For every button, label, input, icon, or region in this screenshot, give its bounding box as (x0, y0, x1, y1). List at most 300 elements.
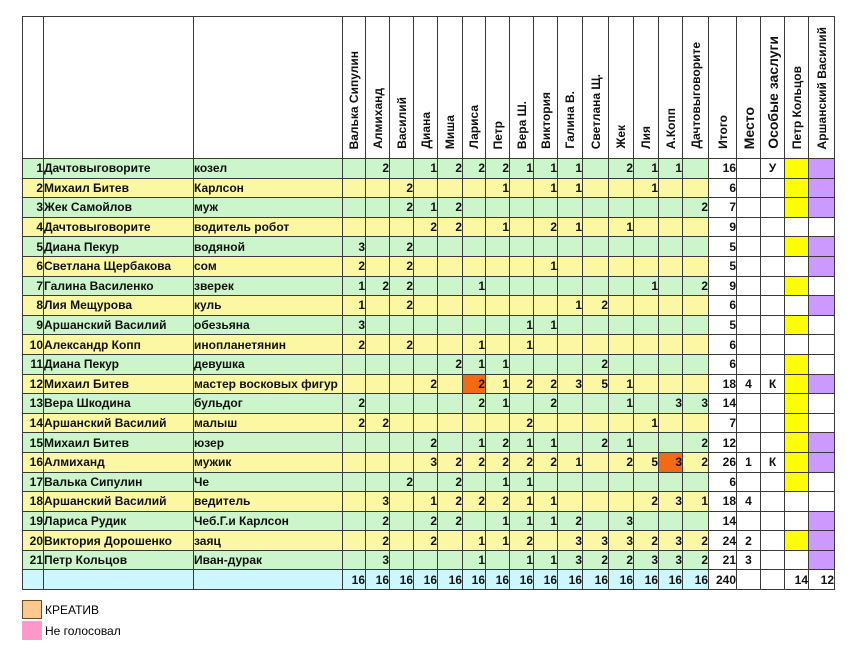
total-cell: 21 (709, 550, 737, 570)
vote-cell (634, 335, 659, 355)
vote-cell (438, 531, 463, 551)
header-voter-12 (634, 17, 659, 159)
vote-cell: 2 (634, 492, 659, 512)
vote-cell: 2 (683, 531, 709, 551)
place-cell: 3 (737, 550, 761, 570)
vote-cell: 2 (583, 550, 609, 570)
table-row (23, 335, 835, 355)
vote-cell (659, 315, 683, 335)
vote-cell: 1 (510, 550, 534, 570)
row-number: 6 (23, 256, 44, 276)
vote-cell (414, 256, 438, 276)
row-number: 19 (23, 511, 44, 531)
author-name: Михаил Битев (44, 178, 194, 198)
vote-cell (366, 198, 390, 218)
voter-total-cell: 16 (366, 570, 390, 590)
vote-cell (510, 276, 534, 296)
vote-cell (414, 550, 438, 570)
vote-cell (634, 374, 659, 394)
vote-cell: 2 (486, 492, 510, 512)
arshansky-mark-cell (809, 354, 835, 374)
vote-cell (534, 413, 558, 433)
header-extra-petr (785, 17, 809, 159)
special-cell (761, 217, 785, 237)
vote-cell (438, 335, 463, 355)
vote-cell: 2 (390, 237, 414, 257)
vote-cell (659, 374, 683, 394)
vote-cell: 1 (634, 413, 659, 433)
place-cell (737, 472, 761, 492)
vote-cell: 1 (534, 511, 558, 531)
work-title: Иван-дурак (194, 550, 343, 570)
vote-cell (683, 413, 709, 433)
petr-mark-cell (785, 433, 809, 453)
vote-cell (634, 198, 659, 218)
vote-cell (438, 276, 463, 296)
table-row (23, 413, 835, 433)
vote-cell (343, 217, 366, 237)
header-voter-0 (343, 17, 366, 159)
vote-cell: 3 (609, 511, 634, 531)
vote-cell (486, 276, 510, 296)
author-name: Петр Кольцов (44, 550, 194, 570)
author-name: Лия Мещурова (44, 296, 194, 316)
row-number: 7 (23, 276, 44, 296)
author-name: Аршанский Василий (44, 413, 194, 433)
vote-cell: 2 (534, 217, 558, 237)
vote-cell: 1 (558, 178, 583, 198)
author-name: Диана Пекур (44, 354, 194, 374)
voter-total-cell: 16 (634, 570, 659, 590)
vote-cell (343, 452, 366, 472)
arshansky-mark-cell (809, 472, 835, 492)
vote-cell (463, 237, 486, 257)
vote-cell (414, 237, 438, 257)
vote-cell: 2 (558, 511, 583, 531)
vote-cell (343, 550, 366, 570)
vote-cell (414, 354, 438, 374)
vote-cell: 2 (366, 159, 390, 179)
vote-cell: 1 (534, 433, 558, 453)
legend-not-voted (22, 621, 121, 640)
petr-mark-cell (785, 159, 809, 179)
voter-total-cell: 16 (486, 570, 510, 590)
vote-cell: 2 (609, 159, 634, 179)
vote-cell (463, 178, 486, 198)
work-title: козел (194, 159, 343, 179)
vote-cell (366, 394, 390, 414)
place-cell (737, 511, 761, 531)
vote-cell: 2 (343, 256, 366, 276)
vote-cell (414, 315, 438, 335)
row-number: 5 (23, 237, 44, 257)
totals-name (44, 570, 194, 590)
vote-cell: 1 (634, 178, 659, 198)
vote-cell (634, 217, 659, 237)
totals-work (194, 570, 343, 590)
vote-cell (609, 198, 634, 218)
vote-cell: 2 (609, 452, 634, 472)
vote-cell (343, 472, 366, 492)
vote-cell: 3 (366, 492, 390, 512)
vote-cell (634, 315, 659, 335)
total-cell: 5 (709, 256, 737, 276)
vote-cell (534, 531, 558, 551)
vote-cell (583, 472, 609, 492)
table-row (23, 256, 835, 276)
header-voter-14-label: Дачтовыговорите (688, 42, 703, 149)
vote-cell (534, 354, 558, 374)
special-cell (761, 492, 785, 512)
vote-cell (558, 256, 583, 276)
vote-cell: 1 (609, 433, 634, 453)
vote-cell (390, 531, 414, 551)
row-number: 9 (23, 315, 44, 335)
vote-cell: 1 (634, 159, 659, 179)
work-title: куль (194, 296, 343, 316)
place-cell (737, 276, 761, 296)
vote-cell: 2 (438, 354, 463, 374)
header-voter-6 (486, 17, 510, 159)
vote-cell (609, 315, 634, 335)
work-title: заяц (194, 531, 343, 551)
vote-cell (634, 511, 659, 531)
work-title: бульдог (194, 394, 343, 414)
vote-cell (343, 433, 366, 453)
total-cell: 7 (709, 198, 737, 218)
vote-cell (583, 452, 609, 472)
vote-cell (634, 237, 659, 257)
total-cell: 18 (709, 374, 737, 394)
vote-cell: 2 (390, 276, 414, 296)
total-cell: 9 (709, 217, 737, 237)
vote-cell (659, 276, 683, 296)
vote-cell (438, 433, 463, 453)
vote-cell (558, 276, 583, 296)
voter-total-cell: 16 (558, 570, 583, 590)
special-cell (761, 550, 785, 570)
special-cell (761, 472, 785, 492)
vote-cell (558, 335, 583, 355)
total-cell: 14 (709, 511, 737, 531)
vote-cell (390, 354, 414, 374)
vote-cell (486, 335, 510, 355)
header-special-label: Особые заслуги (764, 36, 781, 149)
table-row (23, 433, 835, 453)
legend-label-creative: КРЕАТИВ (45, 602, 100, 617)
vote-cell (390, 374, 414, 394)
row-number: 10 (23, 335, 44, 355)
header-extra-arshansky (809, 17, 835, 159)
arshansky-mark-cell (809, 217, 835, 237)
vote-cell (659, 217, 683, 237)
author-name: Дачтовыговорите (44, 159, 194, 179)
vote-cell (583, 315, 609, 335)
header-voter-1 (366, 17, 390, 159)
vote-cell (583, 492, 609, 512)
vote-cell (683, 374, 709, 394)
vote-cell (390, 315, 414, 335)
vote-cell (366, 452, 390, 472)
vote-cell (583, 413, 609, 433)
vote-cell: 2 (414, 531, 438, 551)
petr-mark-cell (785, 354, 809, 374)
vote-cell: 5 (583, 374, 609, 394)
vote-cell (343, 374, 366, 394)
vote-cell (486, 237, 510, 257)
place-cell (737, 178, 761, 198)
header-place-label: Место (740, 106, 757, 149)
vote-cell: 1 (558, 296, 583, 316)
vote-cell (463, 256, 486, 276)
voter-total-cell: 16 (463, 570, 486, 590)
author-name: Аршанский Василий (44, 315, 194, 335)
petr-mark-cell (785, 550, 809, 570)
table-row (23, 198, 835, 218)
vote-cell: 2 (390, 256, 414, 276)
vote-cell: 1 (463, 276, 486, 296)
voter-total-cell: 16 (609, 570, 634, 590)
vote-cell (583, 237, 609, 257)
row-number: 21 (23, 550, 44, 570)
vote-cell (683, 335, 709, 355)
table-row (23, 374, 835, 394)
vote-cell: 1 (486, 178, 510, 198)
author-name: Михаил Битев (44, 433, 194, 453)
vote-cell (683, 354, 709, 374)
header-voter-8 (534, 17, 558, 159)
vote-cell (583, 159, 609, 179)
petr-mark-cell (785, 413, 809, 433)
vote-cell (558, 354, 583, 374)
vote-cell: 1 (486, 531, 510, 551)
vote-cell: 2 (390, 178, 414, 198)
vote-cell (583, 256, 609, 276)
legend-swatch-not-voted (22, 621, 42, 640)
vote-cell (414, 413, 438, 433)
vote-cell (463, 217, 486, 237)
row-number: 4 (23, 217, 44, 237)
vote-cell: 2 (609, 550, 634, 570)
totals-special (761, 570, 785, 590)
header-voter-3 (414, 17, 438, 159)
row-number: 8 (23, 296, 44, 316)
row-number: 1 (23, 159, 44, 179)
vote-cell: 3 (659, 452, 683, 472)
vote-cell: 2 (510, 413, 534, 433)
vote-cell (366, 472, 390, 492)
vote-cell (510, 237, 534, 257)
author-name: Галина Василенко (44, 276, 194, 296)
totals-row (23, 570, 835, 590)
place-cell (737, 413, 761, 433)
vote-cell (659, 178, 683, 198)
place-cell (737, 315, 761, 335)
vote-cell: 2 (366, 413, 390, 433)
author-name: Валька Сипулин (44, 472, 194, 492)
arshansky-mark-cell (809, 178, 835, 198)
vote-cell: 1 (534, 178, 558, 198)
vote-cell (366, 433, 390, 453)
header-voter-4-label: Миша (443, 114, 457, 149)
vote-cell: 3 (634, 550, 659, 570)
vote-cell (438, 413, 463, 433)
vote-cell (683, 159, 709, 179)
vote-cell (390, 511, 414, 531)
vote-cell (683, 217, 709, 237)
work-title: муж (194, 198, 343, 218)
special-cell: К (761, 374, 785, 394)
header-voter-10 (583, 17, 609, 159)
vote-cell (558, 315, 583, 335)
vote-cell (609, 492, 634, 512)
vote-cell (438, 296, 463, 316)
work-title: обезьяна (194, 315, 343, 335)
vote-cell (659, 413, 683, 433)
special-cell: У (761, 159, 785, 179)
header-place (737, 17, 761, 159)
vote-cell (659, 335, 683, 355)
vote-cell (609, 256, 634, 276)
vote-cell (463, 413, 486, 433)
work-title: водяной (194, 237, 343, 257)
vote-cell (463, 472, 486, 492)
arshansky-mark-cell (809, 394, 835, 414)
total-cell: 6 (709, 354, 737, 374)
vote-cell: 1 (634, 276, 659, 296)
vote-cell (534, 276, 558, 296)
table-row (23, 276, 835, 296)
vote-cell: 1 (558, 452, 583, 472)
vote-cell: 2 (414, 433, 438, 453)
totals-place (737, 570, 761, 590)
vote-cell (486, 198, 510, 218)
vote-cell: 2 (583, 433, 609, 453)
author-name: Диана Пекур (44, 237, 194, 257)
vote-cell: 2 (486, 433, 510, 453)
vote-cell: 3 (659, 492, 683, 512)
petr-count-cell: 14 (785, 570, 809, 590)
author-name: Александр Копп (44, 335, 194, 355)
vote-cell (366, 178, 390, 198)
special-cell (761, 413, 785, 433)
header-voter-2 (390, 17, 414, 159)
vote-cell (609, 276, 634, 296)
place-cell: 2 (737, 531, 761, 551)
vote-cell (534, 198, 558, 218)
vote-cell: 2 (683, 550, 709, 570)
header-total (709, 17, 737, 159)
vote-cell (414, 335, 438, 355)
vote-cell (609, 178, 634, 198)
table-row (23, 511, 835, 531)
vote-cell: 1 (463, 354, 486, 374)
row-number: 14 (23, 413, 44, 433)
table-row (23, 354, 835, 374)
vote-cell (390, 217, 414, 237)
author-name: Вера Шкодина (44, 394, 194, 414)
vote-cell: 2 (486, 159, 510, 179)
vote-cell (366, 256, 390, 276)
vote-cell (534, 296, 558, 316)
vote-cell (583, 198, 609, 218)
special-cell: К (761, 452, 785, 472)
vote-cell: 2 (463, 394, 486, 414)
work-title: инопланетянин (194, 335, 343, 355)
place-cell (737, 256, 761, 276)
vote-cell (683, 237, 709, 257)
row-number: 11 (23, 354, 44, 374)
vote-cell: 1 (463, 550, 486, 570)
arshansky-mark-cell (809, 511, 835, 531)
vote-cell (659, 198, 683, 218)
voter-total-cell: 16 (534, 570, 558, 590)
vote-cell: 2 (463, 374, 486, 394)
arshansky-mark-cell (809, 452, 835, 472)
vote-cell: 2 (683, 198, 709, 218)
vote-cell (659, 237, 683, 257)
special-cell (761, 315, 785, 335)
vote-cell: 2 (343, 335, 366, 355)
vote-cell (659, 433, 683, 453)
work-title: юзер (194, 433, 343, 453)
vote-cell: 1 (534, 550, 558, 570)
vote-cell: 1 (486, 394, 510, 414)
vote-cell (414, 394, 438, 414)
vote-cell (486, 550, 510, 570)
vote-cell (390, 492, 414, 512)
header-work (194, 17, 343, 159)
row-number: 18 (23, 492, 44, 512)
total-cell: 6 (709, 335, 737, 355)
place-cell (737, 394, 761, 414)
vote-cell: 2 (390, 296, 414, 316)
voting-table (22, 16, 835, 590)
vote-cell (343, 531, 366, 551)
arshansky-mark-cell (809, 315, 835, 335)
vote-cell (609, 296, 634, 316)
place-cell (737, 198, 761, 218)
header-voter-14 (683, 17, 709, 159)
vote-cell: 2 (366, 511, 390, 531)
vote-cell (659, 511, 683, 531)
arshansky-mark-cell (809, 433, 835, 453)
totals-index (23, 570, 44, 590)
header-voter-7 (510, 17, 534, 159)
vote-cell (414, 472, 438, 492)
table-row (23, 550, 835, 570)
vote-cell: 2 (463, 159, 486, 179)
header-voter-13 (659, 17, 683, 159)
author-name: Алмиханд (44, 452, 194, 472)
vote-cell: 2 (534, 394, 558, 414)
vote-cell: 1 (510, 335, 534, 355)
petr-mark-cell (785, 492, 809, 512)
work-title: ведитель (194, 492, 343, 512)
petr-mark-cell (785, 256, 809, 276)
vote-cell: 2 (534, 374, 558, 394)
vote-cell (683, 315, 709, 335)
special-cell (761, 511, 785, 531)
table-row (23, 296, 835, 316)
arshansky-mark-cell (809, 531, 835, 551)
special-cell (761, 433, 785, 453)
vote-cell (390, 159, 414, 179)
vote-cell (683, 178, 709, 198)
vote-cell: 1 (463, 433, 486, 453)
vote-cell: 2 (583, 296, 609, 316)
total-cell: 26 (709, 452, 737, 472)
